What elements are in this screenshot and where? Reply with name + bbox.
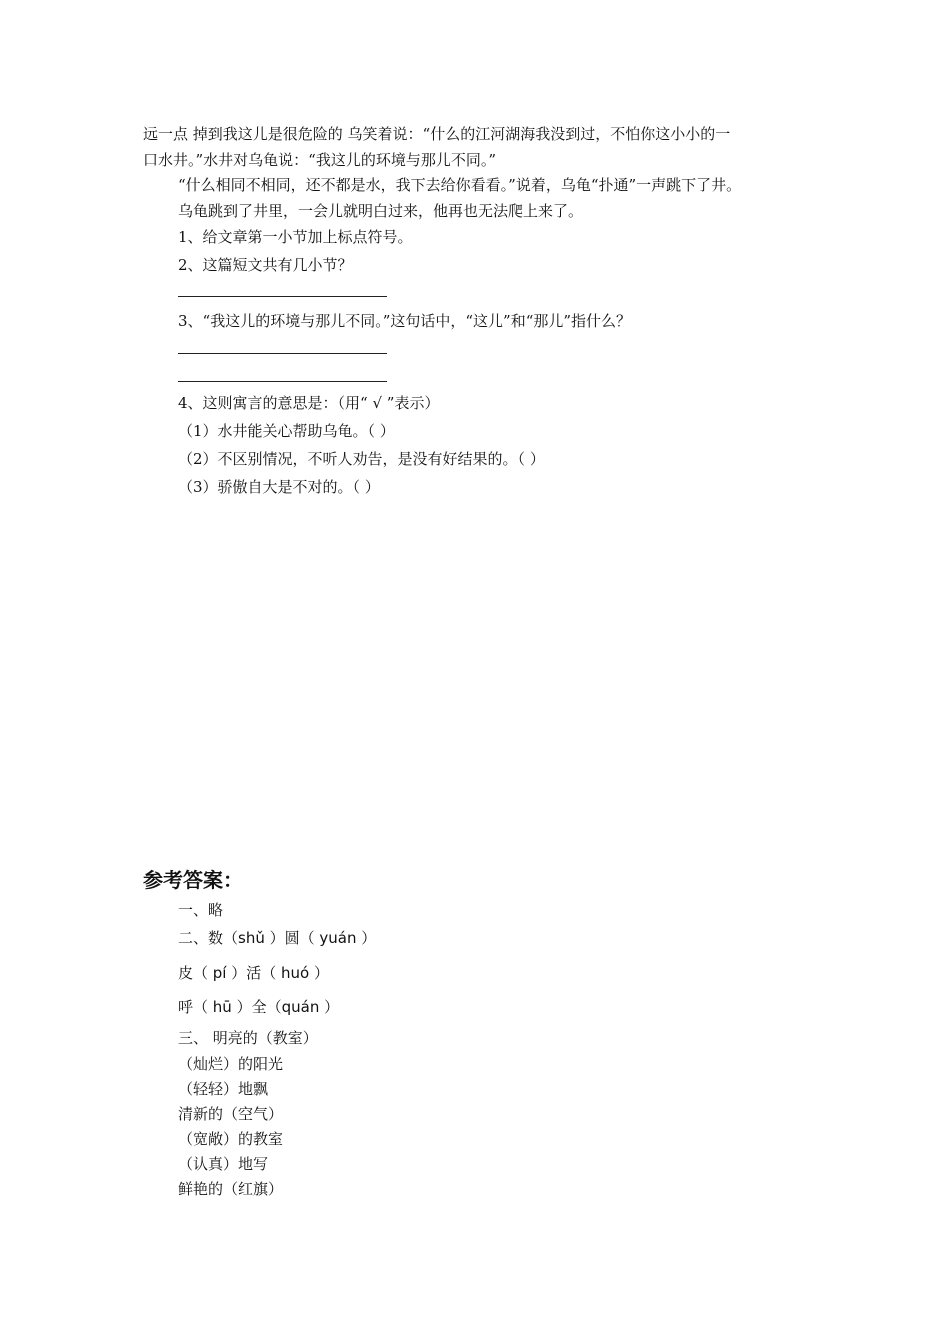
- answer-2-part-3: ）: [361, 929, 377, 947]
- answer-2-part-1: 二、数（: [178, 929, 239, 947]
- answers-title: 参考答案：: [143, 868, 243, 892]
- answer-4-part-1: 呼（: [178, 998, 209, 1016]
- answer-4: [178, 997, 339, 1017]
- answer-7: （轻轻）地飘: [178, 1080, 269, 1098]
- answer-3-part-3: ）: [314, 964, 330, 982]
- answer-2-part-2: ）圆（: [264, 929, 315, 947]
- answer-4-part-3: ）: [324, 998, 340, 1016]
- answer-5: 三、 明亮的（教室）: [178, 1029, 318, 1047]
- option-3: （3）骄傲自大是不对的。（ ）: [178, 478, 380, 496]
- question-2: 2、这篇短文共有几小节？: [178, 256, 353, 274]
- story-line-4: 乌龟跳到了井里，一会儿就明白过来，他再也无法爬上来了。: [178, 202, 584, 220]
- answer-10: （认真）地写: [178, 1155, 269, 1173]
- pinyin-shu: shǔ: [238, 929, 265, 947]
- option-1: （1）水井能关心帮助乌龟。（ ）: [178, 422, 395, 440]
- answer-blank-2: [178, 353, 387, 354]
- answer-3-part-2: ）活（: [231, 964, 277, 982]
- answer-blank-1: [178, 296, 387, 297]
- pinyin-pi: pí: [208, 964, 232, 982]
- story-line-3: “什么相同不相同，还不都是水，我下去给你看看。”说着，乌龟“扑通”一声跳下了井。: [178, 176, 742, 194]
- answer-3: [178, 963, 329, 983]
- pinyin-hu: hū: [208, 998, 237, 1016]
- pinyin-yuan: yuán: [314, 929, 362, 947]
- answer-8: 清新的（空气）: [178, 1105, 284, 1123]
- question-3: 3、“我这儿的环境与那儿不同。”这句话中，“这儿”和“那儿”指什么？: [178, 312, 632, 330]
- answer-6: （灿烂）的阳光: [178, 1055, 284, 1073]
- answer-1: 一、略: [178, 901, 224, 919]
- pinyin-quan: quán: [281, 998, 325, 1016]
- option-2: （2）不区别情况，不听人劝告，是没有好结果的。（ ）: [178, 450, 545, 468]
- story-line-1: 远一点 掉到我这儿是很危险的 乌笑着说：“什么的江河湖海我没到过，不怕你这小小的一: [143, 125, 731, 143]
- answer-3-part-1: 皮（: [178, 964, 209, 982]
- answer-11: 鲜艳的（红旗）: [178, 1180, 284, 1198]
- question-1: 1、给文章第一小节加上标点符号。: [178, 228, 413, 246]
- question-4: 4、这则寓言的意思是：（用“ √ ”表示）: [178, 394, 440, 412]
- answer-2: [178, 928, 376, 948]
- answer-4-part-2: ）全（: [236, 998, 282, 1016]
- answer-blank-3: [178, 381, 387, 382]
- answer-9: （宽敞）的教室: [178, 1130, 284, 1148]
- story-line-2: 口水井。”水井对乌龟说：“我这儿的环境与那儿不同。”: [143, 151, 497, 169]
- pinyin-huo: huó: [276, 964, 314, 982]
